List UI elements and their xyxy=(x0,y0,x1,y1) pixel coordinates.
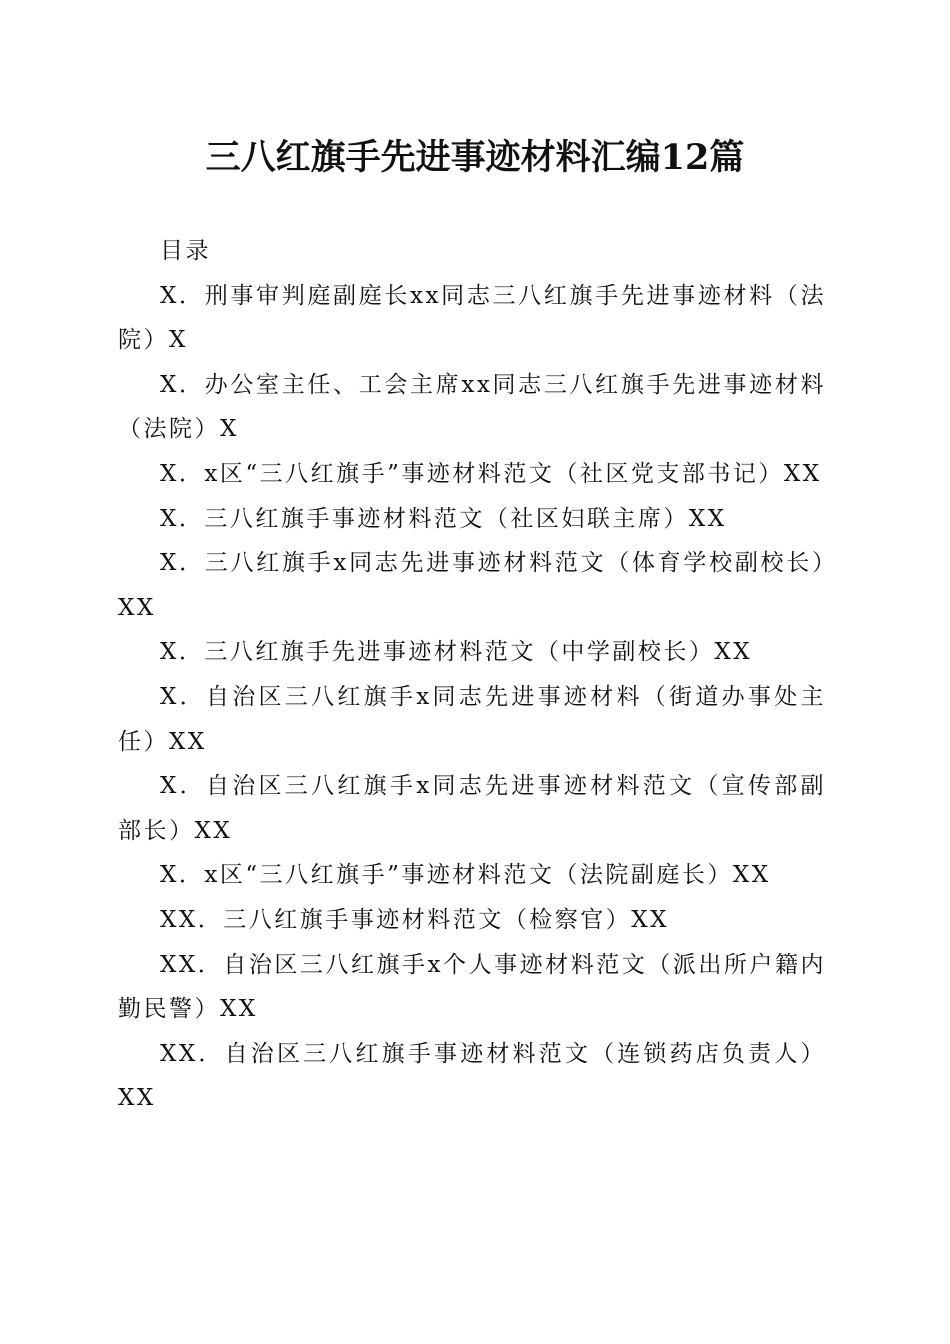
toc-entry-6: X．三八红旗手先进事迹材料范文（中学副校长）XX xyxy=(160,639,753,666)
toc-entry-11: XX．自治区三八红旗手x个人事迹材料范文（派出所户籍内勤民警）XX xyxy=(118,951,826,1023)
toc-entry-10: XX．三八红旗手事迹材料范文（检察官）XX xyxy=(160,906,669,933)
toc-entry-2: X．办公室主任、工会主席xx同志三八红旗手先进事迹材料（法院）X xyxy=(118,371,826,443)
toc-entry-12: XX．自治区三八红旗手事迹材料范文（连锁药店负责人）XX xyxy=(118,1040,826,1112)
toc-entry-5: X．三八红旗手x同志先进事迹材料范文（体育学校副校长）XX xyxy=(118,550,826,621)
document-title: 三八红旗手先进事迹材料汇编12篇 xyxy=(205,137,745,178)
toc-entry-4: X．三八红旗手事迹材料范文（社区妇联主席）XX xyxy=(160,505,727,532)
toc-entry-8: X．自治区三八红旗手x同志先进事迹材料范文（宣传部副部长）XX xyxy=(118,773,826,844)
toc-heading: 目录 xyxy=(160,238,211,264)
toc-entry-3: X．x区“三八红旗手”事迹材料范文（社区党支部书记）XX xyxy=(160,460,822,487)
toc-entry-7: X．自治区三八红旗手x同志先进事迹材料（街道办事处主任）XX xyxy=(118,683,826,755)
toc-entry-1: X．刑事审判庭副庭长xx同志三八红旗手先进事迹材料（法院）X xyxy=(118,282,826,354)
table-of-contents xyxy=(118,229,826,1121)
toc-entry-9: X．x区“三八红旗手”事迹材料范文（法院副庭长）XX xyxy=(160,862,771,889)
